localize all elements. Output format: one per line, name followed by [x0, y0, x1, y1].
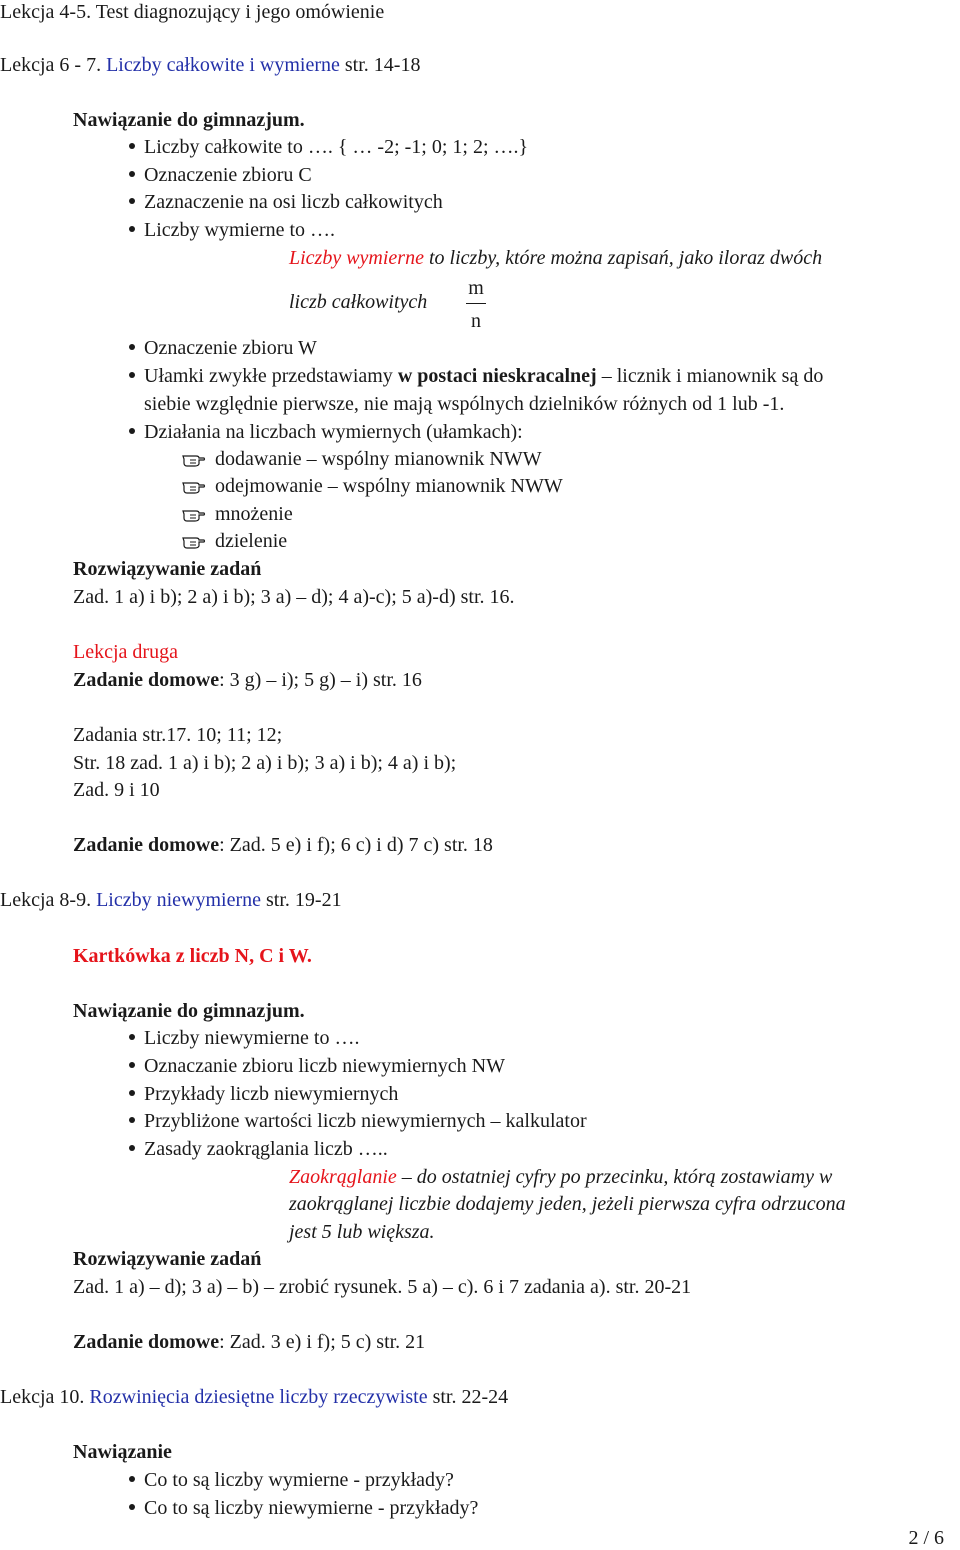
section-heading: Nawiązanie do gimnazjum.	[73, 109, 305, 131]
list-item: Działania na liczbach wymiernych (ułamkach):	[144, 421, 523, 443]
list-item: Przykłady liczb niewymiernych	[144, 1083, 399, 1105]
bullet-icon	[129, 198, 135, 204]
lesson-title-link[interactable]: Liczby niewymierne	[96, 889, 262, 911]
bullet-icon	[129, 372, 135, 378]
pointing-hand-icon	[182, 533, 206, 549]
bullet-icon	[129, 1062, 135, 1068]
bullet-icon	[129, 344, 135, 350]
bullet-icon	[129, 1504, 135, 1510]
quiz-heading: Kartkówka z liczb N, C i W.	[73, 945, 312, 967]
list-item-continuation: siebie względnie pierwsze, nie mają wspólnych dzielników różnych od 1 lub -1.	[144, 393, 785, 415]
text-part: Ułamki zwykłe przedstawiamy	[144, 365, 398, 387]
rounding-text: – do ostatniej cyfry po przecinku, którą zostawiamy w	[396, 1166, 833, 1188]
solve-heading: Rozwiązywanie zadań	[73, 558, 262, 580]
rounding-rule-line	[289, 1165, 832, 1189]
homework-text: : 3 g) – i); 5 g) – i) str. 16	[219, 669, 422, 691]
tasks-line: Zad. 9 i 10	[73, 779, 160, 801]
bullet-icon	[129, 143, 135, 149]
lesson-6-7-line	[0, 53, 420, 77]
definition-term: Liczby wymierne	[289, 247, 424, 269]
pointing-hand-icon	[182, 506, 206, 522]
bold-text: w postaci nieskracalnej	[397, 365, 597, 387]
rounding-term: Zaokrąglanie	[289, 1166, 397, 1188]
operation-item: dodawanie – wspólny mianownik NWW	[215, 448, 542, 470]
operation-item: odejmowanie – wspólny mianownik NWW	[215, 475, 563, 497]
lesson-title-link[interactable]: Rozwinięcia dziesiętne liczby rzeczywiste	[89, 1386, 428, 1408]
fraction-bar	[466, 303, 486, 304]
lesson-title-link[interactable]: Liczby całkowite i wymierne	[106, 54, 340, 76]
homework-text: : Zad. 3 e) i f); 5 c) str. 21	[219, 1331, 426, 1353]
bullet-icon	[129, 1090, 135, 1096]
list-item: Oznaczenie zbioru C	[144, 164, 312, 186]
bullet-icon	[129, 1034, 135, 1040]
homework-line	[73, 1330, 425, 1354]
bullet-icon	[129, 226, 135, 232]
list-item: Zaznaczenie na osi liczb całkowitych	[144, 191, 443, 213]
bullet-icon	[129, 1117, 135, 1123]
pointing-hand-icon	[182, 451, 206, 467]
page-number: 2 / 6	[908, 1527, 944, 1549]
homework-line	[73, 833, 493, 857]
text-part: – licznik i mianownik są do	[596, 365, 824, 387]
fraction-numerator: m	[468, 277, 484, 299]
fraction-denominator: n	[471, 310, 481, 332]
definition-text: to liczby, które można zapisań, jako iloraz dwóch	[423, 247, 823, 269]
rounding-rule-line: jest 5 lub większa.	[289, 1221, 435, 1243]
homework-label: Zadanie domowe	[73, 669, 220, 691]
lesson-10-line	[0, 1385, 508, 1409]
homework-label: Zadanie domowe	[73, 834, 220, 856]
list-item: Liczby niewymierne to ….	[144, 1027, 360, 1049]
list-item: Oznaczanie zbioru liczb niewymiernych NW	[144, 1055, 505, 1077]
rounding-rule-line: zaokrąglanej liczbie dodajemy jeden, jeżeli pierwsza cyfra odrzucona	[289, 1193, 846, 1215]
list-item: Oznaczenie zbioru W	[144, 337, 317, 359]
bullet-icon	[129, 428, 135, 434]
tasks-line: Zadania str.17. 10; 11; 12;	[73, 724, 283, 746]
homework-label: Zadanie domowe	[73, 1331, 220, 1353]
lesson-suffix: str. 19-21	[261, 889, 342, 911]
pointing-hand-icon	[182, 478, 206, 494]
operation-item: mnożenie	[215, 503, 293, 525]
solve-heading: Rozwiązywanie zadań	[73, 1248, 262, 1270]
bullet-icon	[129, 1476, 135, 1482]
lesson-8-9-line	[0, 888, 342, 912]
definition-line	[289, 246, 822, 270]
list-item: Liczby całkowite to …. { … -2; -1; 0; 1; 2; ….}	[144, 136, 529, 158]
definition-line-2: liczb całkowitych	[289, 291, 428, 313]
list-item: Zasady zaokrąglania liczb …..	[144, 1138, 388, 1160]
homework-text: : Zad. 5 e) i f); 6 c) i d) 7 c) str. 18	[219, 834, 493, 856]
list-item	[144, 364, 823, 388]
tasks-line: Zad. 1 a) i b); 2 a) i b); 3 a) – d); 4 a)-c); 5 a)-d) str. 16.	[73, 586, 515, 608]
tasks-line: Zad. 1 a) – d); 3 a) – b) – zrobić rysunek. 5 a) – c). 6 i 7 zadania a). str. 20-21	[73, 1276, 692, 1298]
homework-line	[73, 668, 422, 692]
list-item: Przybliżone wartości liczb niewymiernych – kalkulator	[144, 1110, 587, 1132]
operation-item: dzielenie	[215, 530, 288, 552]
lesson-4-5-line: Lekcja 4-5. Test diagnozujący i jego omówienie	[0, 1, 385, 23]
list-item: Co to są liczby wymierne - przykłady?	[144, 1469, 454, 1491]
bullet-icon	[129, 171, 135, 177]
list-item: Co to są liczby niewymierne - przykłady?	[144, 1497, 479, 1519]
section-heading: Nawiązanie do gimnazjum.	[73, 1000, 305, 1022]
lesson-suffix: str. 14-18	[339, 54, 421, 76]
lesson-two-heading: Lekcja druga	[73, 641, 178, 663]
lesson-prefix: Lekcja 10.	[0, 1386, 90, 1408]
lesson-suffix: str. 22-24	[427, 1386, 509, 1408]
lesson-prefix: Lekcja 6 - 7.	[0, 54, 107, 76]
list-item: Liczby wymierne to ….	[144, 219, 336, 241]
tasks-line: Str. 18 zad. 1 a) i b); 2 a) i b); 3 a) i b); 4 a) i b);	[73, 752, 457, 774]
lesson-prefix: Lekcja 8-9.	[0, 889, 97, 911]
section-heading: Nawiązanie	[73, 1441, 172, 1463]
bullet-icon	[129, 1145, 135, 1151]
